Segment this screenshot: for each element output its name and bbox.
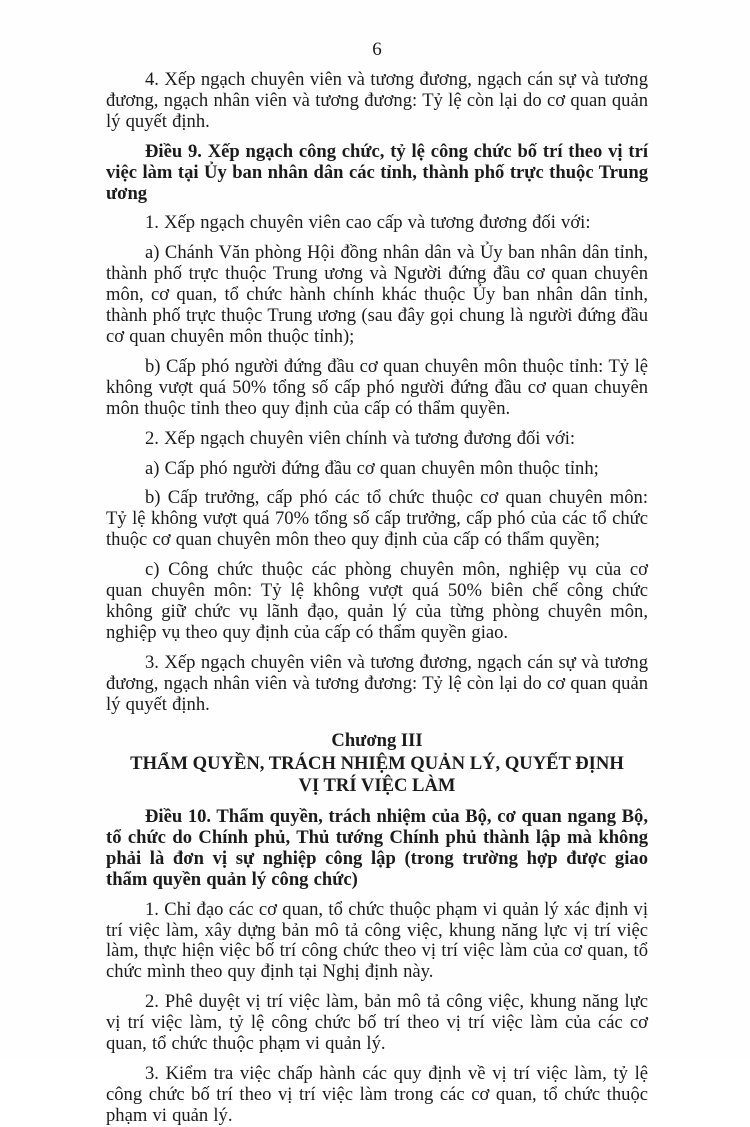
article-9-heading: Điều 9. Xếp ngạch công chức, tỷ lệ công chức bố trí theo vị trí việc làm tại Ủy ban nhân dân các tỉnh, thành phố trực thuộc Trung ương [106, 140, 648, 204]
clause-3-paragraph: 3. Xếp ngạch chuyên viên và tương đương, ngạch cán sự và tương đương, ngạch nhân viên và tương đương: Tỷ lệ còn lại do cơ quan quản lý quyết định. [106, 651, 648, 715]
page-number: 6 [372, 39, 382, 60]
chapter-title-line-1: THẨM QUYỀN, TRÁCH NHIỆM QUẢN LÝ, QUYẾT ĐỊNH [130, 752, 624, 774]
article-10-heading: Điều 10. Thẩm quyền, trách nhiệm của Bộ, cơ quan ngang Bộ, tổ chức do Chính phủ, Thủ tướng Chính phủ thành lập mà không phải là đơn vị sự nghiệp công lập (trong trường hợp được giao thẩm quyền quản lý công chức) [106, 805, 648, 890]
clause-2-paragraph: 2. Xếp ngạch chuyên viên chính và tương đương đối với: [145, 427, 576, 449]
clause-1-paragraph: 1. Xếp ngạch chuyên viên cao cấp và tương đương đối với: [145, 212, 591, 234]
chapter-3-heading [106, 730, 648, 798]
clause-3b-paragraph: 3. Kiểm tra việc chấp hành các quy định về vị trí việc làm, tỷ lệ công chức bố trí theo vị trí việc làm trong các cơ quan, tổ chức thuộc phạm vi quản lý. [106, 1062, 648, 1126]
clause-2b-paragraph: 2. Phê duyệt vị trí việc làm, bản mô tả công việc, khung năng lực vị trí việc làm, tỷ lệ công chức bố trí theo vị trí việc làm của các cơ quan, tổ chức thuộc phạm vi quản lý. [106, 991, 648, 1055]
chapter-number-line: Chương III [331, 730, 423, 752]
clause-4-paragraph: 4. Xếp ngạch chuyên viên và tương đương, ngạch cán sự và tương đương, ngạch nhân viên và tương đương: Tỷ lệ còn lại do cơ quan quản lý quyết định. [106, 69, 648, 132]
clause-1b-paragraph: 1. Chỉ đạo các cơ quan, tổ chức thuộc phạm vi quản lý xác định vị trí việc làm, xây dựng bản mô tả công việc, khung năng lực vị trí việc làm, thực hiện việc bố trí công chức theo vị trí việc làm của cơ quan, tổ chức mình theo quy định tại Nghị định này. [106, 898, 648, 983]
chapter-title-line-2: VỊ TRÍ VIỆC LÀM [298, 775, 456, 797]
point-a2-paragraph: a) Cấp phó người đứng đầu cơ quan chuyên môn thuộc tỉnh; [145, 457, 599, 479]
point-a-paragraph: a) Chánh Văn phòng Hội đồng nhân dân và Ủy ban nhân dân tỉnh, thành phố trực thuộc Trung ương và Người đứng đầu cơ quan chuyên môn, cơ quan, tổ chức hành chính khác thuộc Ủy ban nhân dân tỉnh, thành phố trực thuộc Trung ương (sau đây gọi chung là người đứng đầu cơ quan chuyên môn thuộc tỉnh); [106, 242, 648, 347]
point-b-paragraph: b) Cấp phó người đứng đầu cơ quan chuyên môn thuộc tỉnh: Tỷ lệ không vượt quá 50% tổng số cấp phó người đứng đầu cơ quan chuyên môn thuộc tỉnh theo quy định của cấp có thẩm quyền. [106, 355, 648, 419]
point-b2-paragraph: b) Cấp trưởng, cấp phó các tổ chức thuộc cơ quan chuyên môn: Tỷ lệ không vượt quá 70% tổng số cấp trưởng, cấp phó của các tổ chức thuộc cơ quan chuyên môn theo quy định của cấp có thẩm quyền; [106, 487, 648, 551]
point-c-paragraph: c) Công chức thuộc các phòng chuyên môn, nghiệp vụ của cơ quan chuyên môn: Tỷ lệ không vượt quá 50% biên chế công chức không giữ chức vụ lãnh đạo, quản lý của từng phòng chuyên môn, nghiệp vụ theo quy định của cấp có thẩm quyền giao. [106, 559, 648, 643]
